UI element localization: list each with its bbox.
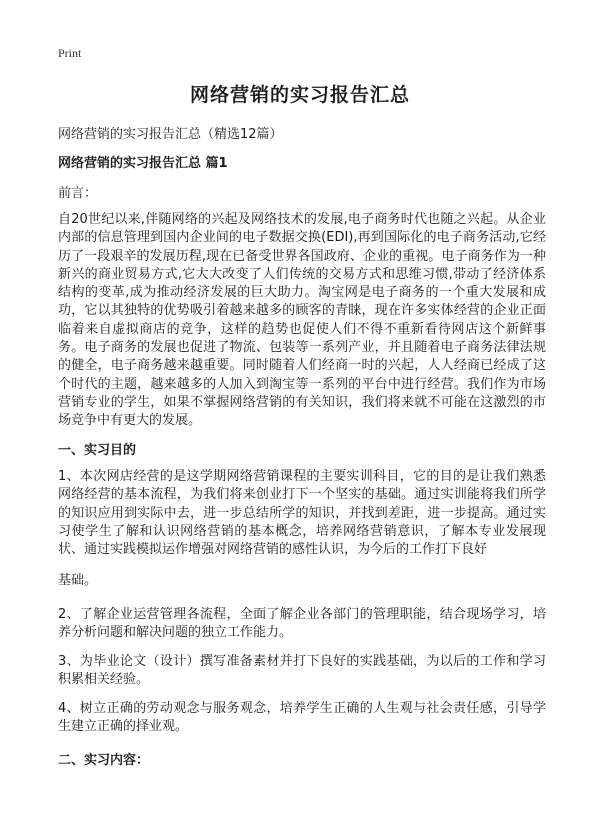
preface-label: 前言： — [58, 186, 98, 201]
article-heading: 网络营销的实习报告汇总 篇1 — [58, 156, 228, 171]
print-label[interactable]: Print — [58, 46, 82, 60]
list-item-3: 3、为毕业论文（设计）撰写准备素材并打下良好的实践基础，为以后的工作和学习积累相关经验。 — [58, 654, 546, 688]
document-subtitle: 网络营销的实习报告汇总（精选12篇） — [58, 127, 283, 142]
list-item-1: 1、本次网店经营的是这学期网络营销课程的主要实训科目，它的目的是让我们熟悉网络经营的基本流程，为我们将来创业打下一个坚实的基础。通过实训能将我们所学的知识应用到实际中去，进一步总结所学的知识，并找到差距，进一步提高。通过实习使学生了解和认识网络营销的基本概念，培养网络营销意识，了解本专业发展现状、通过实践模拟运作增强对网络营销的感性认识，为今后的工作打下良好 — [58, 469, 546, 558]
list-item-1-continued: 基础。 — [58, 573, 98, 588]
list-item-2: 2、了解企业运营管理各流程，全面了解企业各部门的管理职能，结合现场学习，培养分析问题和解决问题的独立工作能力。 — [58, 607, 546, 641]
section1-heading: 一、实习目的 — [58, 443, 137, 458]
intro-paragraph: 自20世纪以来,伴随网络的兴起及网络技术的发展,电子商务时代也随之兴起。从企业内部的信息管理到国内企业间的电子数据交换(EDI),再到国际化的电子商务活动,它经历了一段艰辛的发展历程,现在已备受世界各国政府、企业的重视。电子商务作为一种新兴的商业贸易方式,它大大改变了人们传统的交易方式和思维习惯,带动了经济体系结构的变革,成为推动经济发展的巨大助力。淘宝网是电子商务的一个重大发展和成功，它以其独特的优势吸引着越来越多的顾客的青睐，现在许多实体经营的企业正面临着来自虚拟商店的竞争，这样的趋势也促使人们不得不重新看待网店这个新鲜事务。电子商务的发展也促进了物流、包装等一系列产业，并且随着电子商务法律法规的健全，电子商务越来越重要。同时随着人们经商一时的兴起，人人经商已经成了这个时代的主题，越来越多的人加入到淘宝等一系列的平台中进行经营。我们作为市场营销专业的学生，如果不掌握网络营销的有关知识，我们将来就不可能在这激烈的市场竞争中有更大的发展。 — [58, 212, 546, 429]
list-item-4: 4、树立正确的劳动观念与服务观念，培养学生正确的人生观与社会责任感，引导学生建立正确的择业观。 — [58, 701, 546, 735]
document-title: 网络营销的实习报告汇总 — [189, 84, 410, 106]
section2-heading: 二、实习内容： — [58, 753, 150, 768]
